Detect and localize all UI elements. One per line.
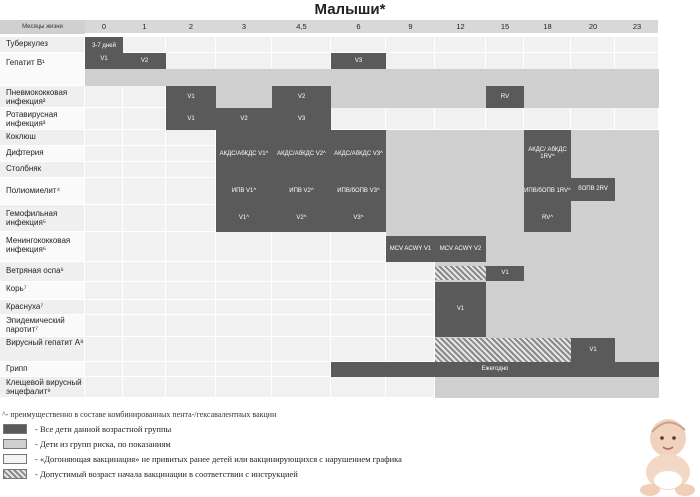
grid-cell [123, 337, 166, 362]
grid-cell [85, 86, 123, 108]
grid-cell [85, 232, 123, 262]
grid-cell [166, 130, 216, 146]
grid-cell [123, 232, 166, 262]
grid-cell [216, 377, 272, 398]
age-col-10: 20 [588, 22, 598, 31]
age-header: Месяцы жизни [0, 20, 85, 34]
grid-cell [123, 300, 166, 315]
polio-rv2-label: бОПВ 2RV [578, 186, 608, 192]
grid-cell [331, 232, 386, 262]
hib-v2-box [272, 205, 331, 232]
grid-cell [85, 205, 123, 232]
grid-cell [615, 108, 659, 130]
grid-cell [166, 337, 216, 362]
tbe-band [435, 377, 659, 398]
title: Малыши* [314, 1, 386, 18]
legend-item-catchup [3, 453, 402, 465]
hepb-v3-box [331, 53, 386, 69]
grid-cell [272, 282, 331, 300]
age-col-3: 3 [241, 22, 247, 31]
mmr-v1-box [435, 282, 486, 337]
pneumo-rv-box [486, 86, 524, 108]
grid-cell [524, 37, 571, 53]
grid-cell [85, 146, 123, 162]
grid-cell [123, 205, 166, 232]
polio-v1-box [216, 178, 272, 205]
mening-v2-label: MCV ACWY V2 [439, 245, 482, 252]
row-label: Столбняк [6, 164, 42, 173]
legend-swatch-hatch [3, 469, 27, 479]
polio-rv1-box [524, 178, 571, 205]
legend-swatch-white [3, 454, 27, 464]
varicella-v1-box [486, 266, 524, 281]
hib-v2-label: V2^ [296, 215, 307, 221]
pneumo-v1-box [166, 86, 216, 108]
grid-cell [331, 315, 386, 337]
dtp-v1-label: АКДС/АбКДС V1^ [219, 150, 269, 157]
row-label: Корь⁷ [6, 284, 27, 293]
grid-cell [85, 282, 123, 300]
flu-yearly-box [331, 362, 659, 377]
legend-note: ^- преимущественно в составе комбинированных пента-/гексавалентных вакцин [2, 410, 277, 419]
rota-v2-label: V2 [240, 115, 248, 122]
hib-v3-box [331, 205, 386, 232]
grid-cell [216, 300, 272, 315]
grid-cell [272, 315, 331, 337]
polio-v2-label: ИПВ V2^ [289, 188, 314, 194]
row-label: Полиомиелит⁴ [6, 186, 60, 195]
grid-cell [166, 300, 216, 315]
rota-v2-box [216, 108, 272, 130]
pneumo-v2-label: V2 [297, 93, 306, 100]
dtp-rv-label: АКДС/ АбКДС 1RV^ [528, 147, 567, 160]
pneumo-v1-label: V1 [187, 93, 195, 100]
grid-cell [272, 300, 331, 315]
grid-cell [216, 282, 272, 300]
age-col-2: 2 [188, 22, 194, 31]
age-col-9: 18 [543, 22, 552, 31]
grid-cell [166, 362, 216, 377]
grid-cell [486, 37, 524, 53]
grid-cell [85, 315, 123, 337]
grid-cell [272, 337, 331, 362]
mening-v1-box [386, 236, 435, 262]
baby-illustration [630, 410, 700, 497]
rota-v3-label: V3 [297, 115, 306, 122]
hepa-v1-label: V1 [589, 346, 597, 353]
grid-cell [85, 130, 123, 146]
grid-cell [386, 37, 435, 53]
grid-cell [85, 108, 123, 130]
grid-cell [272, 232, 331, 262]
grid-cell [123, 178, 166, 205]
grid-cell [216, 337, 272, 362]
hib-v1-box [216, 205, 272, 232]
dtp-v3-label: АКДС/АбКДС V3^ [334, 150, 383, 157]
grid-cell [386, 337, 435, 362]
grid-cell [216, 232, 272, 262]
dtp-v3-box [331, 130, 386, 178]
grid-cell [615, 37, 659, 53]
hib-v3-label: V3^ [353, 215, 364, 221]
age-col-5: 6 [356, 22, 361, 31]
grid-cell [85, 300, 123, 315]
grid-cell [166, 37, 216, 53]
grid-cell [435, 108, 486, 130]
grid-cell [123, 282, 166, 300]
hepb-v2-label: V2 [140, 57, 149, 64]
grid-cell [272, 377, 331, 398]
rota-v1-box [166, 108, 216, 130]
grid-cell [331, 377, 386, 398]
age-col-8: 15 [500, 22, 510, 31]
hepb-v3-label: V3 [354, 57, 363, 64]
row-label: Ветряная оспа⁶ [6, 266, 64, 275]
row-label: Туберкулез [6, 39, 48, 48]
age-col-1: 1 [142, 22, 147, 31]
hepb-v2-box [123, 53, 166, 69]
grid-cell [166, 162, 216, 178]
grid-cell [386, 315, 435, 337]
grid-cell [166, 205, 216, 232]
flu-yearly-label: Ежегодно [481, 366, 509, 372]
dtp-rv-box [524, 130, 571, 178]
grid-cell [435, 37, 486, 53]
row-label: Ротавирусная инфекция³ [6, 110, 58, 128]
grid-cell [216, 262, 272, 282]
grid-cell [331, 337, 386, 362]
polio-rv2-box [571, 178, 615, 201]
grid-cell [166, 315, 216, 337]
grid-cell [331, 282, 386, 300]
age-col-0: 0 [101, 22, 107, 31]
legend-text-allowed: - Допустимый возраст начала вакцинации в соответствии с инструкцией [35, 469, 298, 479]
grid-cell [123, 315, 166, 337]
grid-cell [331, 108, 386, 130]
row-label: Менингококковая инфекция⁶ [6, 236, 71, 254]
hib-v1-label: V1^ [238, 215, 250, 221]
legend-item-allowed [3, 468, 298, 480]
mmr-v1-label: V1 [456, 306, 465, 312]
grid-cell [331, 37, 386, 53]
grid-cell [272, 37, 331, 53]
grid-cell [166, 262, 216, 282]
legend-swatch-dark [3, 424, 27, 434]
grid-cell [571, 108, 615, 130]
row-label: Грипп [6, 364, 28, 373]
legend-text-catchup: - «Догоняющая вакцинация» не привитых ранее детей или вакцинирующихся с нарушением графика [35, 454, 402, 464]
grid-cell [123, 146, 166, 162]
grid-cell [216, 37, 272, 53]
hepb-catchup-band [85, 69, 659, 86]
grid-cell [123, 162, 166, 178]
tb-v1-box [85, 37, 123, 69]
varicella-v1-label: V1 [501, 270, 509, 276]
pneumo-v2-box [272, 86, 331, 108]
grid-cell [216, 362, 272, 377]
grid-cell [386, 377, 435, 398]
pneumo-rv-label: RV [500, 93, 510, 100]
row-label: Коклюш [6, 132, 36, 141]
legend-swatch-light [3, 439, 27, 449]
grid-cell [85, 337, 123, 362]
rota-v3-box [272, 108, 331, 130]
legend-text-risk: - Дети из групп риска, по показаниям [35, 439, 171, 449]
legend-item-all [3, 423, 171, 435]
grid-cell [123, 362, 166, 377]
grid-cell [123, 130, 166, 146]
row-label: Вирусный гепатит А⁸ [6, 338, 84, 347]
grid-cell [85, 262, 123, 282]
grid-cell [166, 178, 216, 205]
polio-v3-box [331, 178, 386, 205]
grid-cell [272, 362, 331, 377]
grid-cell [166, 146, 216, 162]
grid-cell [386, 282, 435, 300]
grid-cell [85, 178, 123, 205]
grid-cell [85, 162, 123, 178]
polio-v2-box [272, 178, 331, 205]
tb-v1-label: V1 [100, 56, 108, 62]
polio-v1-label: ИПВ V1^ [231, 188, 257, 194]
grid-cell [272, 262, 331, 282]
grid-cell [123, 262, 166, 282]
hepa-v1-box [571, 338, 615, 362]
hib-rv-label: RV^ [541, 215, 554, 221]
varicella-hatch [435, 266, 486, 280]
legend-text-all: - Все дети данной возрастной группы [35, 424, 172, 434]
row-label: Дифтерия [6, 148, 44, 157]
row-label: Гемофильная инфекция⁵ [6, 209, 58, 227]
age-col-6: 9 [408, 22, 413, 31]
grid-cell [85, 377, 123, 398]
grid-cell [386, 108, 435, 130]
grid-cell [386, 300, 435, 315]
grid-cell [123, 37, 166, 53]
grid-cell [123, 86, 166, 108]
rota-v1-label: V1 [187, 115, 195, 122]
grid-cell [524, 108, 571, 130]
row-label: Пневмококковая инфекция² [6, 88, 68, 106]
age-col-7: 12 [456, 22, 465, 31]
polio-rv1-label: ИПВ/бОПВ 1RV^ [524, 188, 571, 194]
grid-cell [123, 377, 166, 398]
hepa-hatch [435, 338, 571, 362]
row-label: Гепатит В¹ [6, 58, 45, 67]
grid-cell [331, 300, 386, 315]
grid-cell [486, 108, 524, 130]
grid-cell [166, 282, 216, 300]
polio-v3-label: ИПВ/бОПВ V3^ [337, 188, 380, 194]
dtp-v1-box [216, 130, 272, 178]
grid-cell [166, 232, 216, 262]
grid-cell [85, 362, 123, 377]
grid-cell [166, 377, 216, 398]
mening-v2-box [435, 236, 486, 262]
grid-cell [386, 262, 435, 282]
tb-days-label: 3-7 дней [92, 43, 116, 49]
grid-cell [571, 37, 615, 53]
mmr-catchup-band [486, 282, 659, 337]
dtp-v2-box [272, 130, 331, 178]
row-label: Эпидемический паротит⁷ [6, 316, 65, 334]
legend-item-risk [3, 438, 171, 450]
hib-rv-box [524, 205, 571, 232]
row-label: Клещевой вирусный энцефалит⁹ [6, 378, 82, 396]
age-col-4: 4,5 [296, 22, 307, 31]
grid-cell [216, 315, 272, 337]
mening-v1-label: MCV ACWY V1 [389, 245, 432, 252]
grid-cell [123, 108, 166, 130]
grid-cell [331, 262, 386, 282]
age-col-11: 23 [632, 22, 642, 31]
row-label: Краснуха⁷ [6, 302, 44, 311]
dtp-v2-label: АКДС/АбКДС V2^ [277, 150, 326, 157]
